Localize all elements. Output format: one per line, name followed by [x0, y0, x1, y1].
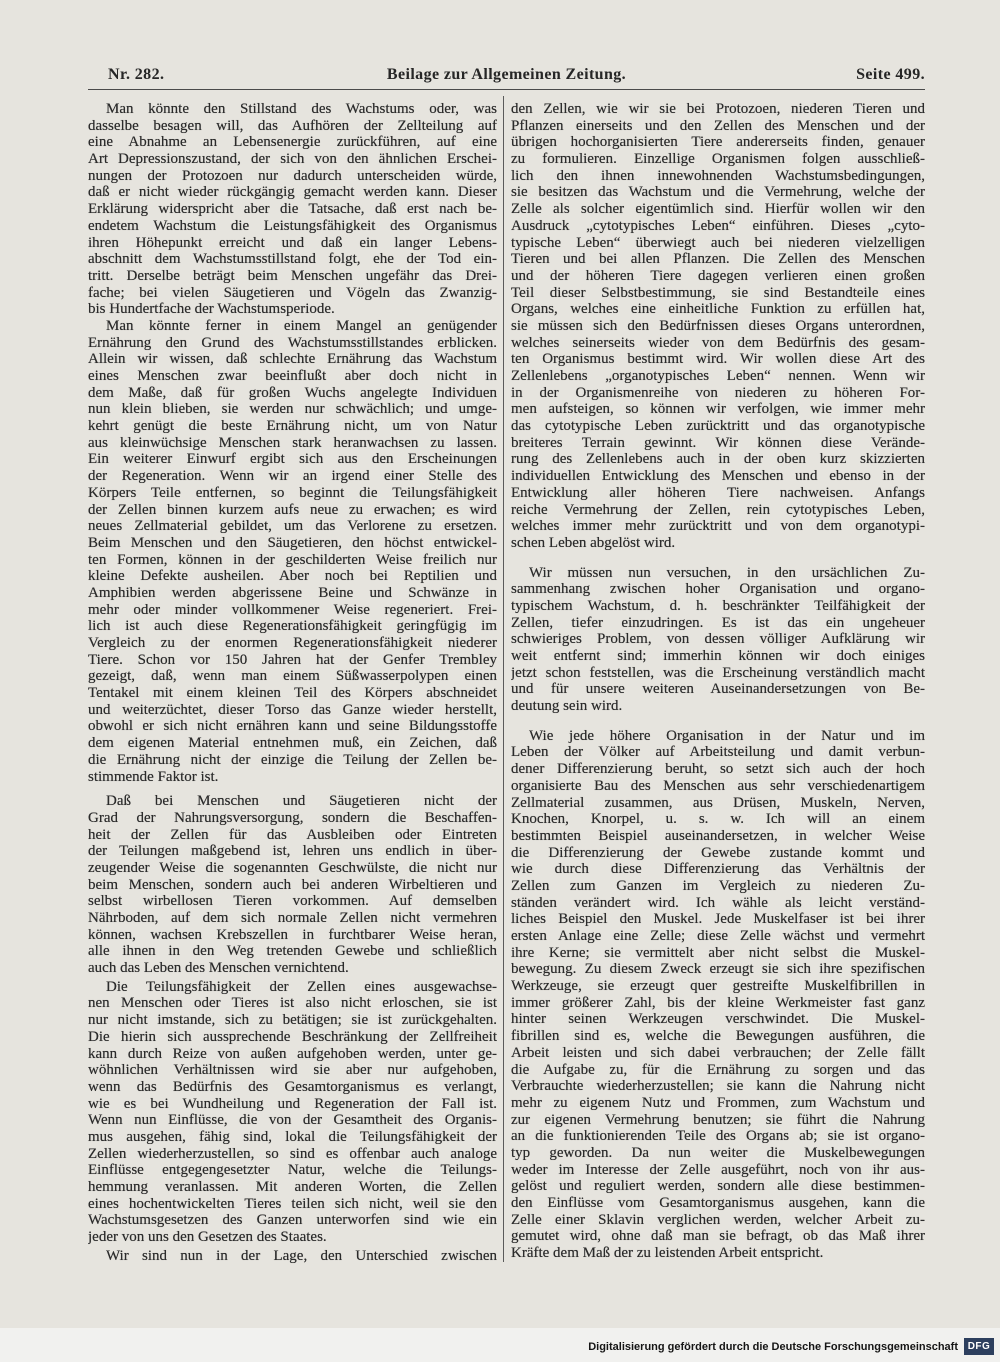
text-line: Wachstumsgesetzen des Ganzen unterworfen sind wie ein — [88, 1212, 497, 1229]
column-divider — [503, 96, 504, 1262]
text-line: Zellen zum Ganzen im Vergleich zu niederen Zu- — [511, 877, 925, 894]
paragraph — [511, 101, 925, 552]
text-line: bestimmten Beispiel auseinandersetzen, in welcher Weise — [511, 827, 925, 844]
paragraph — [511, 728, 925, 1262]
text-line: zeugender Weise die sogenannten Geschwülste, die nicht nur — [88, 859, 497, 876]
text-line: Wenn nun Einflüsse, die von der Gesamtheit des Organis- — [88, 1112, 497, 1129]
text-line: Ausdruck „cytotypisches Leben“ einführen. Dieses „cyto- — [511, 217, 925, 234]
text-line: lich den ihnen innewohnenden Wachstumsbedingungen, — [511, 167, 925, 184]
text-line: hinter seinen Werkzeugen verschwindet. Die Muskel- — [511, 1011, 925, 1028]
footer-credit: Digitalisierung gefördert durch die Deutsche Forschungsgemeinschaft — [588, 1341, 958, 1353]
paragraph — [511, 565, 925, 715]
text-line: Zellmaterial zusammen, aus Drüsen, Muskeln, Nerven, — [511, 794, 925, 811]
text-line: Tentakel mit einem kleinen Teil des Körpers abschneidet — [88, 685, 497, 702]
text-line: Wir sind nun in der Lage, den Unterschied zwischen — [106, 1247, 497, 1264]
text-line: lich ist auch diese Regenerationsfähigkeit geringfügig im — [88, 618, 497, 635]
text-line: wöhnlichen Verhältnissen wird sie aber nur aufgehoben, — [88, 1062, 497, 1079]
text-line: Die hierin sich aussprechende Beschränkung der Zellfreiheit — [88, 1028, 497, 1045]
text-line: Wie jede höhere Organisation in der Natur und im — [529, 727, 925, 744]
text-line: Organs, welches eine einheitliche Funktion zu erfüllen hat, — [511, 301, 925, 318]
text-line: Beim Menschen und den Säugetieren, den höchst entwickel- — [88, 534, 497, 551]
text-line: fibrillen sind es, welche die Bewegungen ausführen, die — [511, 1028, 925, 1045]
text-line: nur nicht imstande, sich zu betätigen; sie ist zurückgehalten. — [88, 1012, 497, 1029]
text-line: selbst wirbellosen Tieren vorkommen. Auf demselben — [88, 893, 497, 910]
paragraph — [88, 101, 497, 318]
text-line: Daß bei Menschen und Säugetieren nicht der — [106, 793, 497, 810]
text-line: mehr zu eigenem Nutz und Frommen, zum Wachstum und — [511, 1094, 925, 1111]
text-line: welches immer mehr zurücktritt und von dem organotypi- — [511, 518, 925, 535]
text-line: ihre Kerne; sie vermittelt aber nicht selbst die Muskel- — [511, 944, 925, 961]
text-line: sie besitzen das Wachstum und die Vermehrung, welche der — [511, 184, 925, 201]
text-line: nun klein blieben, sie werden nur schwächlich; und umge- — [88, 401, 497, 418]
text-line: typ geworden. Da nun weiter die Muskelbewegungen — [511, 1144, 925, 1161]
text-line: Tiere. Schon vor 150 Jahren hat der Genfer Trembley — [88, 651, 497, 668]
text-line: abschnitt dem Wachstumsstillstand folgt, ehe der Tod ein- — [88, 251, 497, 268]
text-line: mus ausgehen, fähig sind, lokal die Teilungsfähigkeit der — [88, 1128, 497, 1145]
text-line: aus kleinwüchsige Menschen stark heranwachsen zu lassen. — [88, 434, 497, 451]
text-line: den Zellen, wie wir sie bei Protozoen, niederen Tieren und — [511, 101, 925, 117]
text-line: Arbeit leisten und sich dabei verbrauchen; der Zelle fällt — [511, 1044, 925, 1061]
text-line: in der Organismenreihe von niederen zu höheren For- — [511, 384, 925, 401]
header-title: Beilage zur Allgemeinen Zeitung. — [386, 66, 627, 83]
text-line: rung des Zellenlebens auch in der oben kurz skizzierten — [511, 451, 925, 468]
text-line: Die Teilungsfähigkeit der Zellen eines ausgewachse- — [106, 978, 497, 995]
text-line: weder im Interesse der Zelle ausgeführt, noch von ihr aus- — [511, 1161, 925, 1178]
text-line: ihren Höhepunkt erreicht und daß ein langer Lebens- — [88, 234, 497, 251]
text-line: dener Differenzierung beruht, so setzt sich auch der hoch — [511, 761, 925, 778]
header-rule — [88, 89, 925, 90]
text-line: breiteres Terrain gewinnt. Wir können diese Verände- — [511, 434, 925, 451]
text-line: Pflanzen einerseits und den Zellen des Menschen und der — [511, 117, 925, 134]
text-line: bewegung. Zu diesem Zweck erzeugt sie sich ihre spezifischen — [511, 961, 925, 978]
text-line: zu formulieren. Einzellige Organismen folgen ausschließ- — [511, 151, 925, 168]
paragraph — [88, 1248, 497, 1265]
text-line: sie müssen sich den Bedürfnissen dieses Organs unterordnen, — [511, 317, 925, 334]
text-line: typischem Wachstum, d. h. beschränkter Teilfähigkeit der — [511, 597, 925, 614]
text-line: wie es bei Wundheilung und Regeneration der Fall ist. — [88, 1095, 497, 1112]
text-line: typische Leben“ überwiegt auch bei niederen vielzelligen — [511, 234, 925, 251]
text-line: Zellen wiederherzustellen, so sind es offenbar auch analoge — [88, 1145, 497, 1162]
text-line: men aufsteigen, so können wir verfolgen, wie immer mehr — [511, 401, 925, 418]
text-line: kleine Defekte ausheilen. Aber noch bei Reptilien und — [88, 568, 497, 585]
text-line: die Aufgabe zu, für die Ernährung zu sorgen und das — [511, 1061, 925, 1078]
text-line: gelöst und reguliert werden, sondern alle diese bestimmen- — [511, 1178, 925, 1195]
text-line: eine Abnahme an Lebensenergie zurückführen, auf eine — [88, 134, 497, 151]
text-line: obwohl er sich nicht ernähren kann und seine Bildungsstoffe — [88, 718, 497, 735]
text-line: dem Maße, daß für großen Wuchs angelegte Individuen — [88, 384, 497, 401]
text-line: Körpers Teile entfernen, so beginnt die Teilungsfähigkeit — [88, 484, 497, 501]
text-line: gemutet wird, ohne daß man sie befragt, ob das Maß ihrer — [511, 1228, 925, 1245]
text-line: und für unsere weiteren Auseinandersetzungen von Be- — [511, 681, 925, 698]
text-line: nungen der Protozoen nur dadurch unterscheiden würde, — [88, 167, 497, 184]
text-line: ten Formen, können in der geschilderten Weise freilich nur — [88, 551, 497, 568]
text-line: der Regeneration. Wenn wir an irgend einer Stelle des — [88, 468, 497, 485]
text-line: schwieriges Problem, von dessen völliger Aufklärung wir — [511, 631, 925, 648]
text-line: Werkzeuge, sie erzeugt quer gestreifte Muskelfibrillen in — [511, 978, 925, 995]
text-line: beim Menschen, sondern auch bei anderen Wirbeltieren und — [88, 876, 497, 893]
text-line: übrigen hochorganisierten Tiere andererseits finden, genauer — [511, 134, 925, 151]
text-line: wenn das Bedürfnis des Gesamtorganismus es verlangt, — [88, 1078, 497, 1095]
text-line: nen Menschen oder Tieres ist also nicht erloschen, sie ist — [88, 995, 497, 1012]
header-page-number: Seite 499. — [856, 66, 925, 83]
text-line: Leben der Völker auf Arbeitsteilung und damit verbun- — [511, 744, 925, 761]
text-line: heit der Zellen für das Ausbleiben oder Eintreten — [88, 826, 497, 843]
text-line: der Zellen binnen kurzem aufs neue zu erwachen; es wird — [88, 501, 497, 518]
text-line: schen Leben abgelöst wird. — [511, 534, 676, 551]
text-line: dasselbe besagen will, das Aufhören der Zellteilung auf — [88, 117, 497, 134]
text-line: jeder von uns den Gesetzen des Staates. — [88, 1229, 327, 1246]
text-line: Entwicklung aller höheren Tiere nachweisen. Anfangs — [511, 484, 925, 501]
text-line: Allein wir wissen, daß schlechte Ernährung das Wachstum — [88, 351, 497, 368]
text-line: Ein weiterer Einwurf ergibt sich aus den Erscheinungen — [88, 451, 497, 468]
text-line: können, wachsen Krebszellen in furchtbarer Weise heran, — [88, 926, 497, 943]
text-line: eines hochentwickelten Tieres teilen sich nicht, weil sie den — [88, 1195, 497, 1212]
text-line: an die funktionierenden Teile des Organs ab; sie ist organo- — [511, 1128, 925, 1145]
paragraph — [88, 979, 497, 1246]
text-line: Zelle einer Sklavin verglichen werden, welcher Arbeit zu- — [511, 1211, 925, 1228]
text-line: die Ernährung nicht der einzige die Teilung der Zellen be- — [88, 751, 497, 768]
text-line: endetem Wachstum die Leistungsfähigkeit des Organismus — [88, 217, 497, 234]
text-line: auch das Leben des Menschen vernichtend. — [88, 960, 349, 977]
text-line: dem eigenen Material entnehmen muß, ein Zeichen, daß — [88, 735, 497, 752]
text-line: die Differenzierung der Gewebe zustande kommt und — [511, 844, 925, 861]
text-line: das cytotypische Leben zurücktritt und das organotypische — [511, 418, 925, 435]
paragraph — [88, 318, 497, 785]
text-line: Vergleich zu der enormen Regenerationsfähigkeit niederer — [88, 635, 497, 651]
text-line: hemmung veranlassen. Mit anderen Worten, die Zellen — [88, 1179, 497, 1195]
text-line: Zelle als solcher eigentümlich sind. Hierfür wollen wir den — [511, 201, 925, 218]
header-issue-number: Nr. 282. — [108, 66, 165, 83]
text-line: Grad der Nahrungsversorgung, sondern die Beschaffen- — [88, 809, 497, 826]
text-line: Man könnte den Stillstand des Wachstums oder, was — [106, 101, 497, 117]
text-line: Knochen, Knorpel, u. s. w. Ich will an einem — [511, 811, 925, 828]
text-line: Zellen, tiefer einzudringen. Es ist das ein ungeheuer — [511, 614, 925, 631]
column-left — [88, 101, 497, 1264]
text-line: tritt. Derselbe beträgt beim Menschen ungefähr das Drei- — [88, 267, 497, 284]
text-line: der Teilungen maßgebend ist, lehren uns endlich in über- — [88, 843, 497, 860]
text-line: alle ihnen in den Weg tretenden Gewebe und schließlich — [88, 943, 497, 960]
text-line: und der höheren Tiere dagegen verlieren einen großen — [511, 267, 925, 284]
text-line: den Einflüsse vom Gesamtorganismus ausgehen, kann die — [511, 1195, 925, 1211]
text-line: Wir müssen nun versuchen, in den ursächlichen Zu- — [529, 564, 925, 581]
text-line: wie durch diese Differenzierung das Verhältnis der — [511, 861, 925, 878]
text-line: individuellen Entwicklung des Menschen und ebenso in der — [511, 468, 925, 485]
text-line: zur eigenen Vermehrung benutzen; sie führt die Nahrung — [511, 1111, 925, 1128]
text-line: Amphibien werden abgerissene Beine und Schwänze in — [88, 584, 497, 601]
text-line: deutung sein wird. — [511, 698, 623, 715]
text-line: immer größerer Zahl, bis der kleine Werkmeister fast ganz — [511, 994, 925, 1011]
column-right — [511, 101, 925, 1262]
dfg-logo: DFG — [964, 1338, 994, 1355]
text-line: organisierte Bau des Menschen aus sehr verschiedenartigem — [511, 777, 925, 794]
text-line: und weiterzüchtet, dieser Torso das Ganze wieder herstellt, — [88, 701, 497, 718]
text-line: stimmende Faktor ist. — [88, 768, 219, 785]
text-line: daß er nicht wieder rückgängig gemacht werden kann. Dieser — [88, 184, 497, 201]
text-line: eines Menschen zwar beeinflußt aber doch nicht in — [88, 368, 497, 384]
text-line: weit entfernt sind; immerhin können wir doch einiges — [511, 648, 925, 664]
text-line: ersten Anlage eine Zelle; diese Zelle wächst und vermehrt — [511, 928, 925, 944]
text-line: Tieren und bei allen Pflanzen. Die Zellen des Menschen — [511, 251, 925, 268]
text-line: sammenhang zwischen hoher Organisation und organo- — [511, 581, 925, 598]
text-line: Zellenlebens „organotypisches Leben“ nennen. Wenn wir — [511, 368, 925, 384]
paragraph — [88, 793, 497, 977]
text-line: mehr oder minder vollkommener Weise regeneriert. Frei- — [88, 601, 497, 618]
text-line: Nährboden, auf dem sich normale Zellen nicht vermehren — [88, 910, 497, 926]
page-header — [88, 64, 925, 86]
text-line: gezeigt, daß, wenn man einem Süßwasserpolypen einen — [88, 668, 497, 685]
text-line: neues Zellmaterial gebildet, um das Verlorene zu ersetzen. — [88, 518, 497, 535]
text-line: fache; bei vielen Säugetieren und Vögeln das Zwanzig- — [88, 284, 497, 301]
text-line: Ernährung den Grund des Wachstumsstillstandes erblicken. — [88, 334, 497, 351]
text-line: Teil dieser Selbstbestimmung, sie sind Bestandteile eines — [511, 284, 925, 301]
text-line: Einflüsse entgegengesetzter Natur, welche die Teilungs- — [88, 1162, 497, 1179]
text-line: Art Depressionszustand, der sich von den ähnlichen Erschei- — [88, 151, 497, 168]
text-line: kehrt genügt die beste Ernährung nicht, um von Natur — [88, 418, 497, 435]
text-line: reiche Vermehrung der Zellen, rein cytotypisches Leben, — [511, 501, 925, 518]
text-line: Man könnte ferner in einem Mangel an genügender — [106, 317, 497, 334]
text-line: liches Beispiel den Muskel. Jede Muskelfaser ist bei ihrer — [511, 911, 925, 928]
text-line: welches seinerseits wieder von dem Bedürfnis des gesam- — [511, 334, 925, 351]
text-line: Kräfte dem Maß der zu leistenden Arbeit entspricht. — [511, 1245, 824, 1262]
text-line: ständen verändert wird. Ich wähle als leicht verständ- — [511, 894, 925, 911]
text-line: Erklärung widerspricht aber die Tatsache, daß erst nach be- — [88, 201, 497, 218]
text-line: bis Hundertfache der Wachstumsperiode. — [88, 301, 335, 318]
text-line: kann durch Reize von außen aufgehoben werden, unter ge- — [88, 1045, 497, 1062]
text-line: jetzt schon feststellen, was die Erscheinung verständlich macht — [511, 664, 925, 681]
text-line: Verbrauchte wiederherzustellen; sie kann die Nahrung nicht — [511, 1078, 925, 1095]
text-line: ten Organismus bestimmt wird. Wir wollen diese Art des — [511, 351, 925, 368]
